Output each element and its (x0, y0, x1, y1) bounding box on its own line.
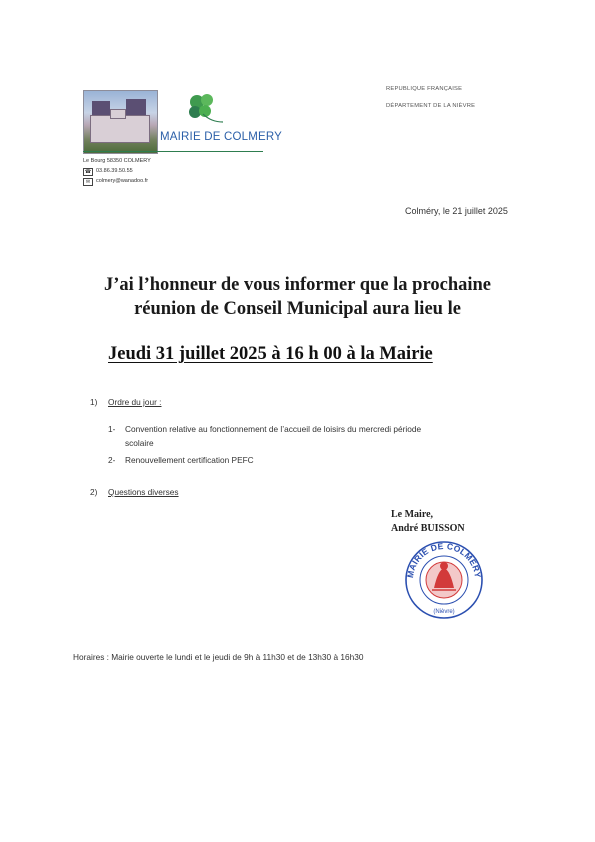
phone-line (83, 168, 133, 176)
agenda-item-1-number: 1) (90, 397, 98, 407)
subitem-1-number: 1- (108, 424, 116, 434)
email-icon: ✉ (83, 178, 93, 186)
signature-title: Le Maire, (391, 509, 434, 520)
email-address: colmery@wanadoo.fr (96, 178, 149, 184)
subitem-2-text: Renouvellement certification PEFC (125, 455, 254, 465)
phone-icon: ☎ (84, 169, 92, 175)
phone-number: 03.86.39.50.55 (96, 168, 133, 174)
subitem-2-number: 2- (108, 455, 116, 465)
mairie-photo (83, 90, 158, 154)
department-label: DÉPARTEMENT DE LA NIÈVRE (386, 103, 476, 109)
address: Le Bourg 58350 COLMERY (83, 158, 151, 164)
subitem-1-text: Convention relative au fonctionnement de l’accueil de loisirs du mercredi période (125, 424, 422, 434)
agenda-item-2-number: 2) (90, 487, 98, 497)
meeting-date: Jeudi 31 juillet 2025 à 16 h 00 à la Mairie (108, 344, 433, 364)
subitem-1-text-continued: scolaire (125, 438, 154, 448)
announcement-line-2: réunion de Conseil Municipal aura lieu le (134, 299, 461, 319)
opening-hours: Horaires : Mairie ouverte le lundi et le jeudi de 9h à 11h30 et de 13h30 à 16h30 (73, 652, 364, 662)
date-line: Colméry, le 21 juillet 2025 (405, 206, 508, 216)
signature-name: André BUISSON (391, 523, 465, 534)
mairie-title: MAIRIE DE COLMERY (160, 131, 283, 143)
republic-label: REPUBLIQUE FRANÇAISE (386, 86, 463, 92)
header-divider (83, 151, 263, 152)
agenda-item-2-label: Questions diverses (108, 487, 179, 497)
clover-logo-icon (185, 92, 225, 126)
announcement-line-1: J’ai l’honneur de vous informer que la prochaine (104, 275, 491, 295)
stamp-bottom-text: (Nièvre) (433, 609, 455, 615)
agenda-item-1-label: Ordre du jour : (108, 397, 162, 407)
email-line (83, 178, 148, 186)
stamp-top-text: MAIRIE DE COLMERY (404, 540, 484, 579)
official-stamp (404, 540, 484, 620)
